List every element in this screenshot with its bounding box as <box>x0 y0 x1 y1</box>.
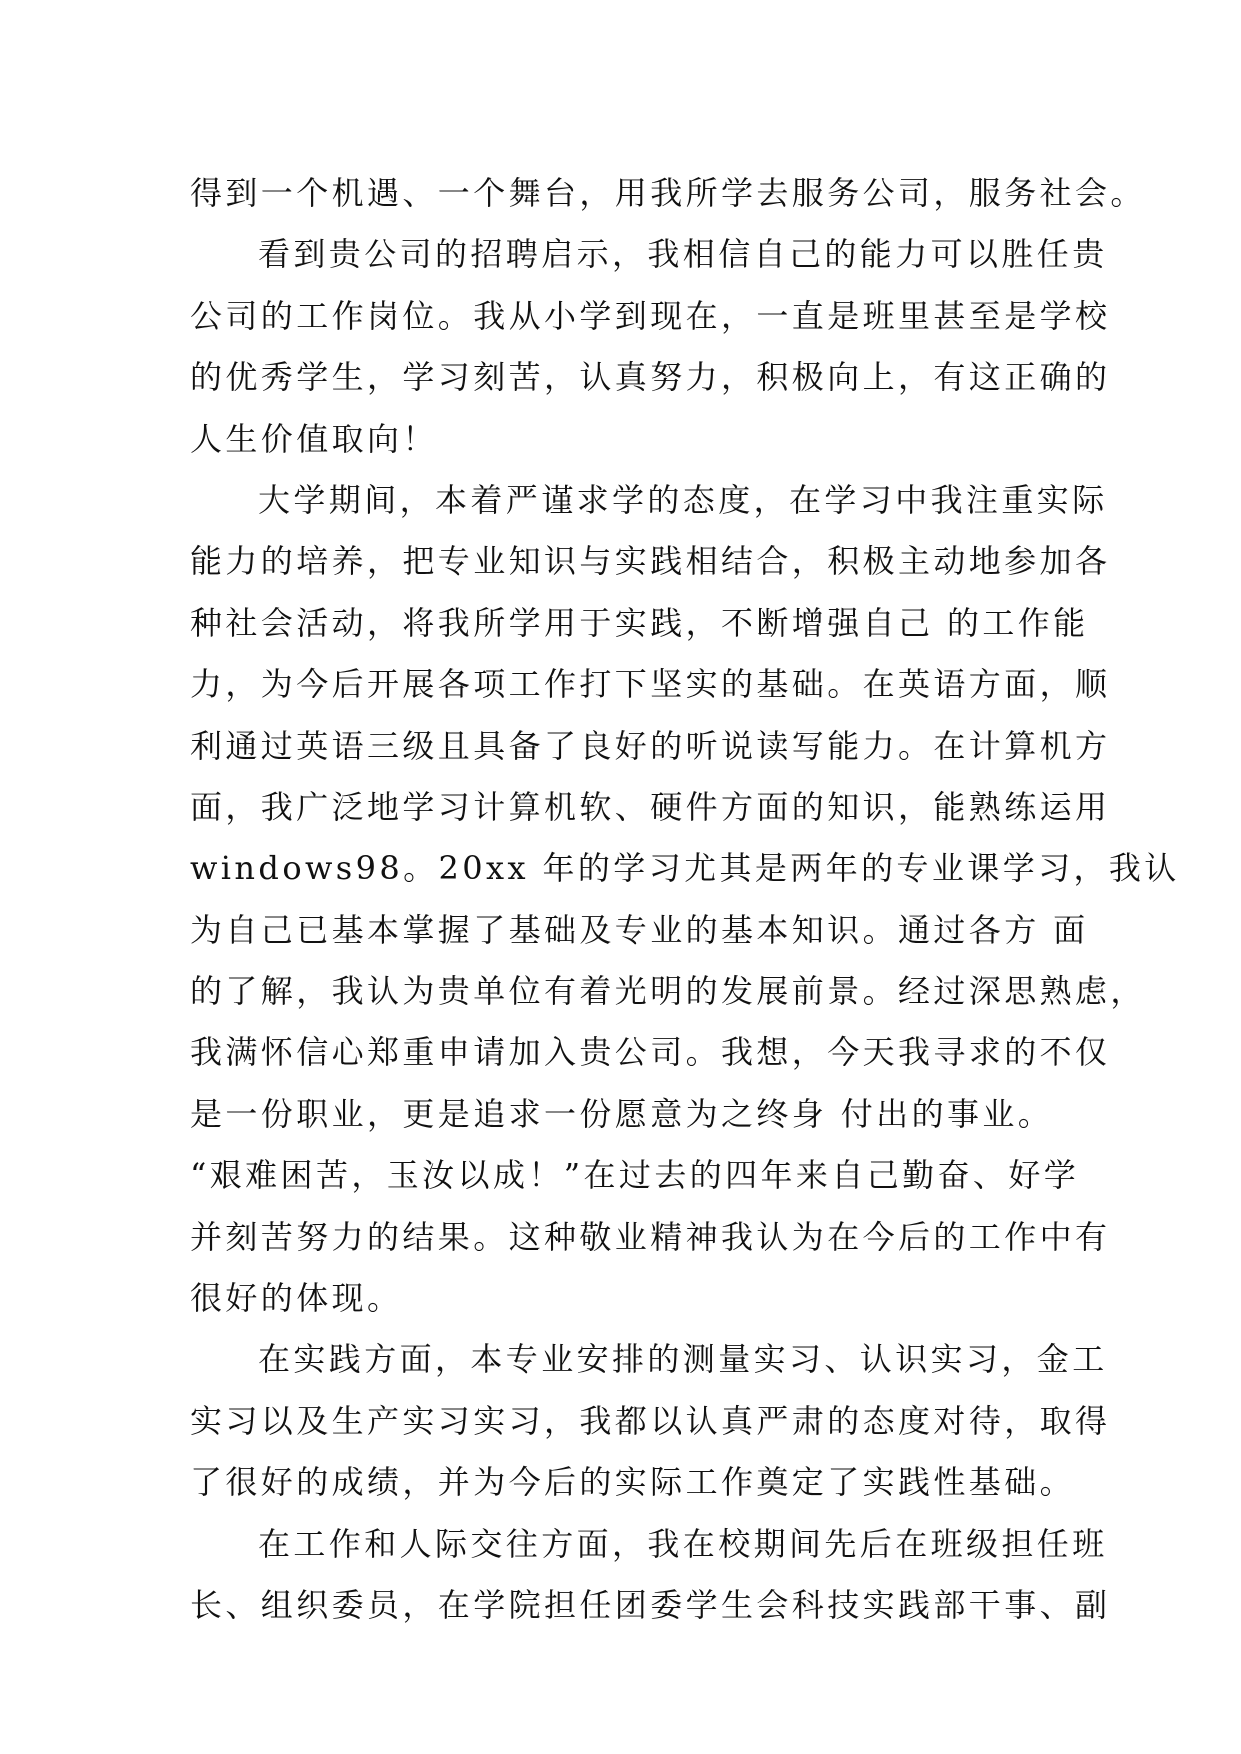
text-line-18: 并刻苦努力的结果。这种敬业精神我认为在今后的工作中有 <box>190 1217 1111 1256</box>
text-line-11: 面，我广泛地学习计算机软、硬件方面的知识，能熟练运用 <box>190 787 1111 826</box>
text-line-5: 人生价值取向！ <box>190 419 438 458</box>
text-line-17: “艰难困苦，玉汝以成！”在过去的四年来自己勤奋、好学 <box>190 1156 1080 1195</box>
text-line-9: 力，为今后开展各项工作打下坚实的基础。在英语方面，顺 <box>190 665 1111 704</box>
text-line-10: 利通过英语三级且具备了良好的听说读写能力。在计算机方 <box>190 726 1111 765</box>
text-line-3: 公司的工作岗位。我从小学到现在，一直是班里甚至是学校 <box>190 296 1111 335</box>
text-line-1: 得到一个机遇、一个舞台，用我所学去服务公司，服务社会。 <box>190 174 1146 212</box>
text-line-20: 在实践方面，本专业安排的测量实习、认识实习，金工 <box>258 1340 1108 1379</box>
text-line-6: 大学期间，本着严谨求学的态度，在学习中我注重实际 <box>258 480 1108 519</box>
text-line-22: 了很好的成绩，并为今后的实际工作奠定了实践性基础。 <box>190 1463 1076 1502</box>
text-line-12: windows98。20xx 年的学习尤其是两年的专业课学习，我认 <box>190 849 1180 888</box>
text-line-14: 的了解，我认为贵单位有着光明的发展前景。经过深思熟虑， <box>190 972 1146 1011</box>
text-line-8: 种社会活动，将我所学用于实践，不断增强自己 的工作能 <box>190 603 1089 642</box>
text-line-19: 很好的体现。 <box>190 1279 403 1318</box>
text-line-13: 为自己已基本掌握了基础及专业的基本知识。通过各方 面 <box>190 910 1089 949</box>
text-line-15: 我满怀信心郑重申请加入贵公司。我想，今天我寻求的不仅 <box>190 1033 1111 1072</box>
text-line-16: 是一份职业，更是追求一份愿意为之终身 付出的事业。 <box>190 1094 1054 1133</box>
text-line-21: 实习以及生产实习实习，我都以认真严肃的态度对待，取得 <box>190 1401 1111 1440</box>
text-line-2: 看到贵公司的招聘启示，我相信自己的能力可以胜任贵 <box>258 235 1108 274</box>
text-line-4: 的优秀学生，学习刻苦，认真努力，积极向上，有这正确的 <box>190 358 1111 397</box>
text-line-24: 长、组织委员，在学院担任团委学生会科技实践部干事、副 <box>190 1585 1111 1624</box>
body-text <box>190 163 1180 1636</box>
text-line-7: 能力的培养，把专业知识与实践相结合，积极主动地参加各 <box>190 542 1111 581</box>
text-line-23: 在工作和人际交往方面，我在校期间先后在班级担任班 <box>258 1524 1108 1563</box>
